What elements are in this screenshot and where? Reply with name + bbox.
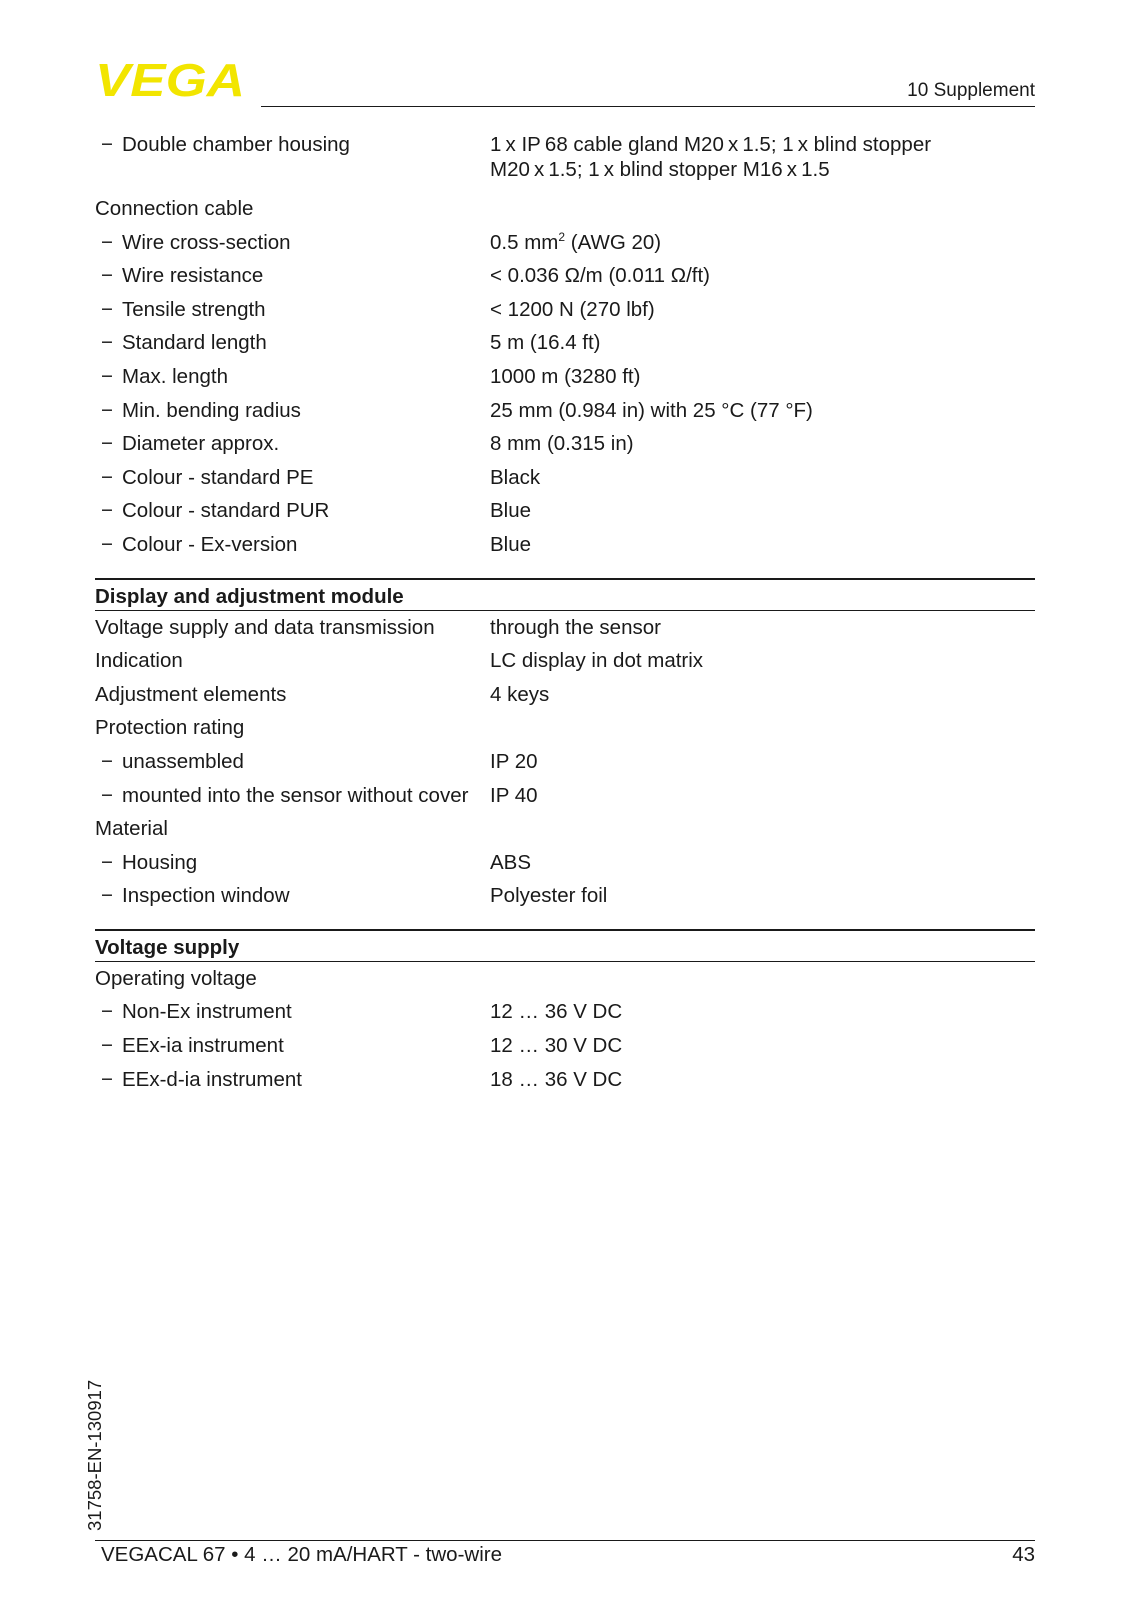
document-code: 31758-EN-130917	[84, 1379, 105, 1531]
dash: −	[101, 1067, 113, 1091]
spec-row	[95, 326, 1035, 360]
spec-row	[95, 528, 1035, 562]
spec-label: Adjustment elements	[95, 682, 287, 706]
spec-row	[95, 611, 1035, 645]
dash: −	[101, 331, 113, 355]
group-label-connection-cable	[95, 192, 1035, 226]
spec-row-double-chamber	[95, 132, 1035, 192]
spec-label: EEx-ia instrument	[122, 1034, 284, 1058]
dash: −	[101, 465, 113, 489]
spec-value: 1000 m (3280 ft)	[490, 364, 641, 388]
spec-label: Operating voltage	[95, 966, 257, 990]
spec-row	[95, 745, 1035, 779]
spec-value: Black	[490, 465, 541, 489]
spec-row	[95, 879, 1035, 913]
spec-value: 5 m (16.4 ft)	[490, 331, 601, 355]
spec-row	[95, 427, 1035, 461]
spec-label: Wire resistance	[122, 264, 264, 288]
spec-value: through the sensor	[490, 615, 661, 639]
spec-value: Blue	[490, 532, 532, 556]
dash: −	[101, 364, 113, 388]
spec-value: 4 keys	[490, 682, 550, 706]
spec-row	[95, 259, 1035, 293]
spec-label: Min. bending radius	[122, 398, 301, 422]
spec-row	[95, 812, 1035, 846]
spec-label: mounted into the sensor without cover	[122, 783, 469, 807]
spec-row	[95, 394, 1035, 428]
section-label: 10 Supplement	[907, 80, 1035, 101]
spec-value: 12 … 36 V DC	[490, 1000, 623, 1024]
spec-value: IP 40	[490, 783, 538, 807]
spec-label: Double chamber housing	[122, 133, 350, 156]
spec-value: < 1200 N (270 lbf)	[490, 297, 655, 321]
spec-value: 12 … 30 V DC	[490, 1034, 623, 1058]
spec-value-line1: 1 x IP 68 cable gland M20 x 1.5; 1 x blind stopper	[490, 133, 932, 156]
dash: −	[101, 1034, 113, 1058]
spec-value: 25 mm (0.984 in) with 25 °C (77 °F)	[490, 398, 813, 422]
dash: −	[101, 297, 113, 321]
spec-value: 0.5 mm	[490, 230, 559, 254]
spec-value: ABS	[490, 850, 532, 874]
vega-logo	[95, 58, 249, 100]
spec-label: Protection rating	[95, 716, 245, 740]
spec-label: Diameter approx.	[122, 432, 280, 456]
spec-label: Tensile strength	[122, 297, 266, 321]
header-rule	[261, 106, 1035, 107]
spec-label: Colour - standard PUR	[122, 499, 330, 523]
spec-row	[95, 360, 1035, 394]
spec-label: Colour - standard PE	[122, 465, 314, 489]
spec-label: unassembled	[122, 749, 244, 773]
spec-label: Inspection window	[122, 884, 290, 908]
dash: −	[101, 499, 113, 523]
dash: −	[101, 884, 113, 908]
spec-label: EEx-d-ia instrument	[122, 1067, 303, 1091]
section-heading-display: Display and adjustment module	[95, 578, 1035, 611]
spec-row	[95, 678, 1035, 712]
spec-value: IP 20	[490, 749, 538, 773]
spec-value-suffix: (AWG 20)	[565, 230, 662, 254]
spec-label: Connection cable	[95, 197, 254, 220]
superscript: 2	[558, 229, 566, 244]
dash: −	[101, 783, 113, 807]
spec-label: Non-Ex instrument	[122, 1000, 292, 1024]
spec-value: 8 mm (0.315 in)	[490, 432, 634, 456]
spec-value: Blue	[490, 499, 532, 523]
dash: −	[101, 749, 113, 773]
spec-label: Max. length	[122, 364, 228, 388]
spec-row	[95, 779, 1035, 813]
spec-row	[95, 846, 1035, 880]
spec-row	[95, 461, 1035, 495]
spec-label: Voltage supply and data transmission	[95, 615, 435, 639]
dash: −	[101, 432, 113, 456]
spec-value-line2: M20 x 1.5; 1 x blind stopper M16 x 1.5	[490, 158, 830, 181]
dash: −	[101, 398, 113, 422]
dash: −	[101, 133, 113, 156]
dash: −	[101, 532, 113, 556]
spec-row	[95, 293, 1035, 327]
spec-label: Material	[95, 817, 168, 841]
spec-label: Standard length	[122, 331, 267, 355]
dash: −	[101, 264, 113, 288]
dash: −	[101, 1000, 113, 1024]
spec-row	[95, 494, 1035, 528]
spec-label: Housing	[122, 850, 198, 874]
spec-row	[95, 1063, 1035, 1097]
spec-label: Wire cross-section	[122, 230, 291, 254]
spec-row	[95, 711, 1035, 745]
logo-text: VEGA	[95, 58, 245, 100]
spec-row	[95, 226, 1035, 260]
footer-rule	[95, 1540, 1035, 1541]
spec-value: Polyester foil	[490, 884, 608, 908]
spec-value: < 0.036 Ω/m (0.011 Ω/ft)	[490, 264, 710, 288]
spec-value: LC display in dot matrix	[490, 649, 704, 673]
group-label-operating-voltage	[95, 962, 1035, 996]
page-number: 43	[1012, 1543, 1035, 1566]
dash: −	[101, 230, 113, 254]
footer-title: VEGACAL 67 • 4 … 20 mA/HART - two-wire	[101, 1543, 502, 1566]
section-heading-voltage: Voltage supply	[95, 929, 1035, 962]
spec-label: Colour - Ex-version	[122, 532, 298, 556]
spec-row	[95, 1029, 1035, 1063]
spec-row	[95, 644, 1035, 678]
spec-label: Indication	[95, 649, 183, 673]
dash: −	[101, 850, 113, 874]
spec-row	[95, 995, 1035, 1029]
spec-value: 18 … 36 V DC	[490, 1067, 623, 1091]
spec-content	[95, 132, 1035, 1096]
